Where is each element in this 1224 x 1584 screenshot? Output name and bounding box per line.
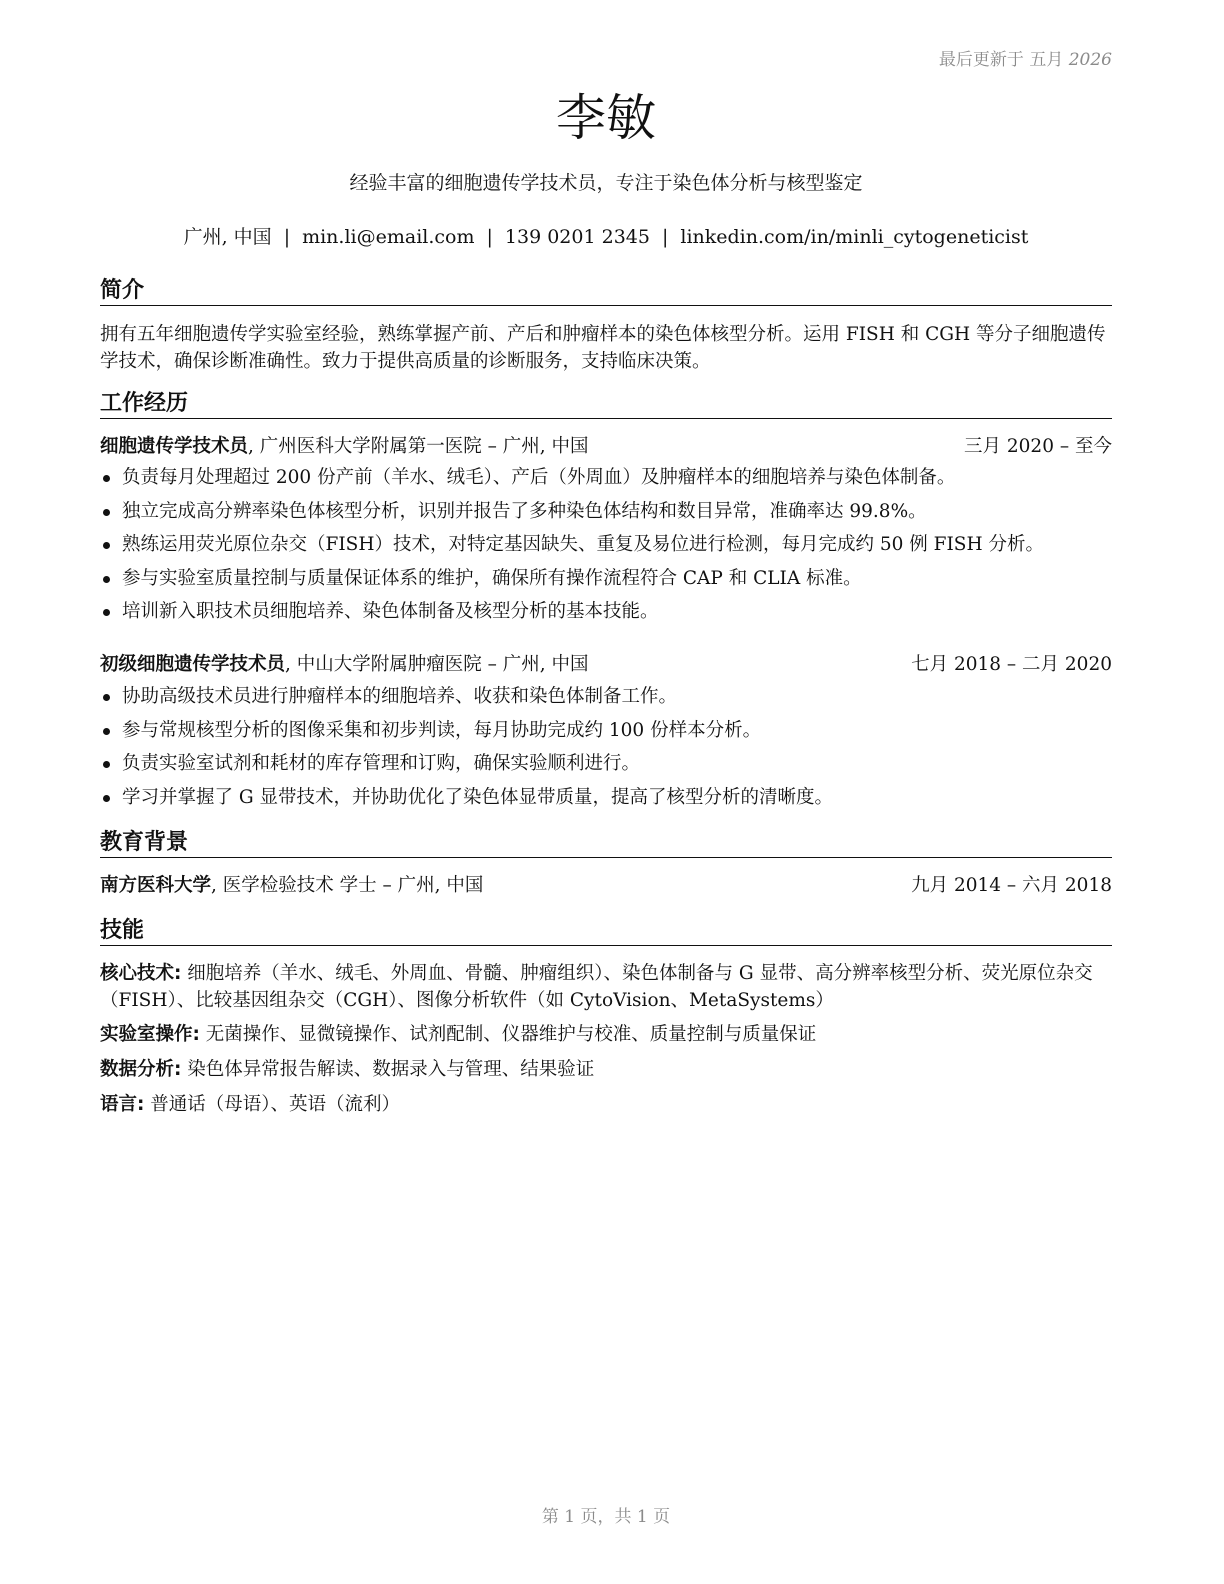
contact-phone: 139 0201 2345 <box>504 226 650 248</box>
bullet-item: 负责实验室试剂和耗材的库存管理和订购，确保实验顺利进行。 <box>100 747 1112 781</box>
contact-email[interactable]: min.li@email.com <box>302 226 475 248</box>
contact-location: 广州, 中国 <box>183 226 272 248</box>
section-title-experience: 工作经历 <box>100 391 1112 419</box>
job-role: 初级细胞遗传学技术员 <box>100 654 286 675</box>
skill-row <box>100 1091 1112 1118</box>
contact-separator: | <box>661 226 669 248</box>
bullet-item: 协助高级技术员进行肿瘤样本的细胞培养、收获和染色体制备工作。 <box>100 680 1112 714</box>
education-dates: 九月 2014 – 六月 2018 <box>911 875 1112 896</box>
last-updated-label: 最后更新于 五月 <box>938 50 1064 70</box>
last-updated-year: 2026 <box>1068 50 1112 70</box>
skill-row <box>100 960 1112 1014</box>
bullet-item: 独立完成高分辨率染色体核型分析，识别并报告了多种染色体结构和数目异常，准确率达 99.8%。 <box>100 495 1112 529</box>
education-line <box>100 874 483 898</box>
job-organization: , 广州医科大学附属第一医院 – 广州, 中国 <box>248 436 589 457</box>
skill-text: 细胞培养（羊水、绒毛、外周血、骨髓、肿瘤组织）、染色体制备与 G 显带、高分辨率核型分析、荧光原位杂交（FISH）、比较基因组杂交（CGH）、图像分析软件（如 CytoVision、MetaSystems） <box>100 963 1093 1011</box>
last-updated <box>939 45 1112 70</box>
skill-row <box>100 1021 1112 1048</box>
bullet-item: 学习并掌握了 G 显带技术，并协助优化了染色体显带质量，提高了核型分析的清晰度。 <box>100 781 1112 815</box>
section-title-skills: 技能 <box>100 918 1112 946</box>
job-bullets <box>100 680 1112 814</box>
contact-line <box>100 225 1112 249</box>
bullet-item: 熟练运用荧光原位杂交（FISH）技术，对特定基因缺失、重复及易位进行检测，每月完成约 50 例 FISH 分析。 <box>100 528 1112 562</box>
contact-separator: | <box>486 226 493 248</box>
job-header <box>100 435 1112 459</box>
skill-label: 数据分析: <box>100 1059 182 1080</box>
contact-linkedin[interactable]: linkedin.com/in/minli_cytogeneticist <box>680 226 1029 248</box>
job-title-line <box>100 653 589 677</box>
bullet-item: 培训新入职技术员细胞培养、染色体制备及核型分析的基本技能。 <box>100 595 1112 629</box>
job-role: 细胞遗传学技术员 <box>100 436 249 457</box>
section-title-education: 教育背景 <box>100 830 1112 858</box>
skill-label: 实验室操作: <box>100 1024 200 1045</box>
job-bullets <box>100 461 1112 629</box>
skill-text: 普通话（母语）、英语（流利） <box>144 1094 401 1115</box>
skill-label: 核心技术: <box>100 963 182 984</box>
job-header <box>100 653 1112 677</box>
bullet-item: 负责每月处理超过 200 份产前（羊水、绒毛）、产后（外周血）及肿瘤样本的细胞培养与染色体制备。 <box>100 461 1112 495</box>
summary-text: 拥有五年细胞遗传学实验室经验，熟练掌握产前、产后和肿瘤样本的染色体核型分析。运用 FISH 和 CGH 等分子细胞遗传学技术，确保诊断准确性。致力于提供高质量的诊断服务，支持临床决策。 <box>100 324 1106 372</box>
skill-text: 无菌操作、显微镜操作、试剂配制、仪器维护与校准、质量控制与质量保证 <box>199 1024 817 1045</box>
job-title-line <box>100 435 589 459</box>
education-detail: , 医学检验技术 学士 – 广州, 中国 <box>211 875 484 896</box>
job-organization: , 中山大学附属肿瘤医院 – 广州, 中国 <box>285 654 589 675</box>
education-school: 南方医科大学 <box>100 875 212 896</box>
education-entry <box>100 874 1112 898</box>
tagline: 经验丰富的细胞遗传学技术员，专注于染色体分析与核型鉴定 <box>349 172 863 194</box>
bullet-item: 参与实验室质量控制与质量保证体系的维护，确保所有操作流程符合 CAP 和 CLIA 标准。 <box>100 562 1112 596</box>
section-title-summary: 简介 <box>100 278 1112 306</box>
job-dates: 七月 2018 – 二月 2020 <box>911 654 1112 675</box>
job-dates: 三月 2020 – 至今 <box>964 436 1112 457</box>
skill-text: 染色体异常报告解读、数据录入与管理、结果验证 <box>181 1059 595 1080</box>
candidate-name: 李敏 <box>556 89 656 147</box>
skill-row <box>100 1056 1112 1083</box>
skill-label: 语言: <box>100 1094 145 1115</box>
contact-separator: | <box>283 226 291 248</box>
bullet-item: 参与常规核型分析的图像采集和初步判读，每月协助完成约 100 份样本分析。 <box>100 714 1112 748</box>
page-number: 第 1 页，共 1 页 <box>541 1507 671 1527</box>
